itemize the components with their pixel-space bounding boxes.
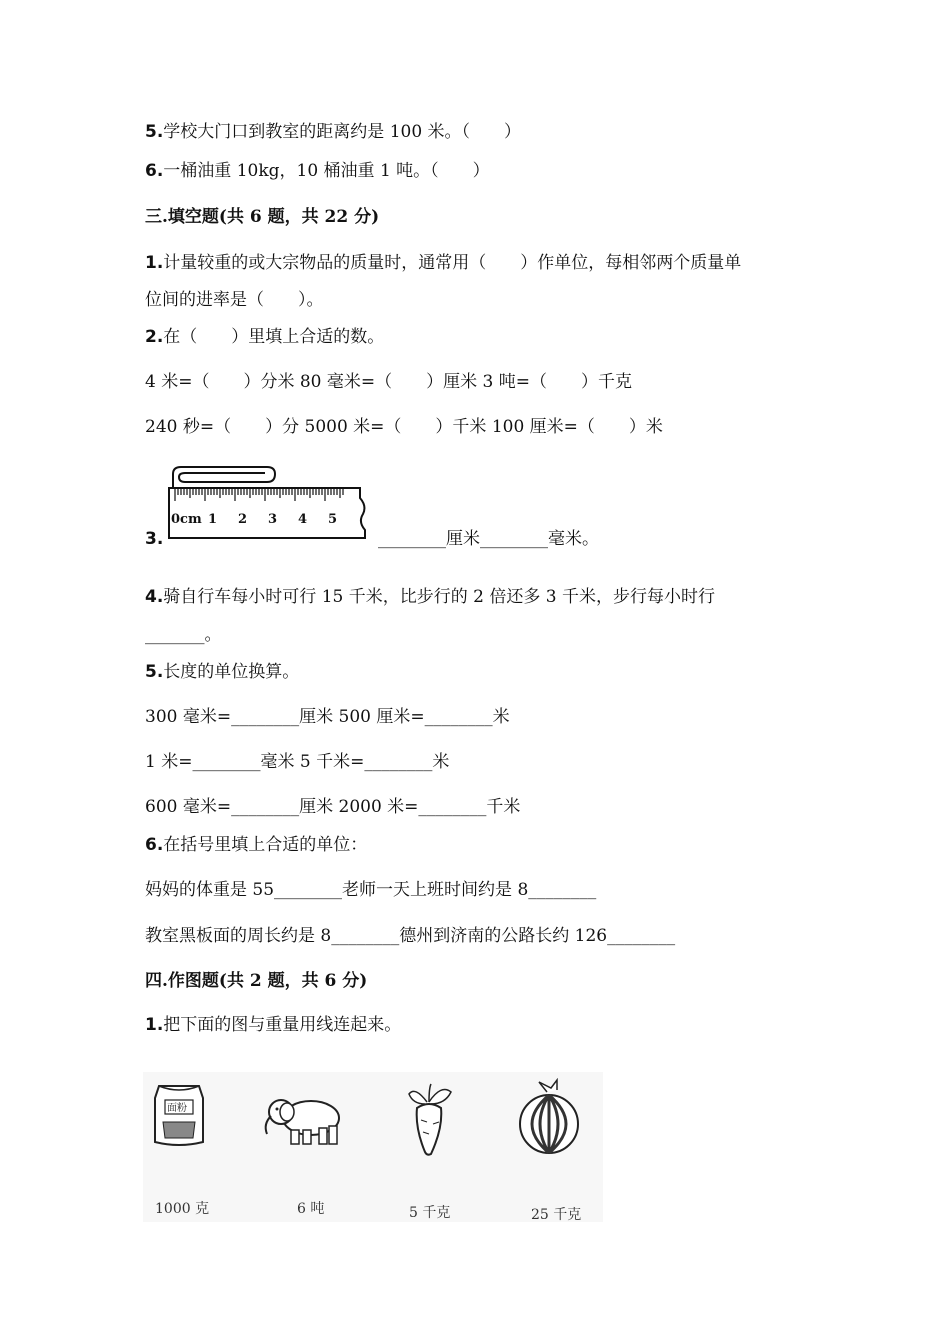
section-3-title: 三.填空题(共 6 题，共 22 分) [145,207,380,227]
section-4-title: 四.作图题(共 2 题，共 6 分) [145,971,368,991]
paper-clip-icon [173,467,275,488]
fill-q5-row3: 600 毫米=________厘米 2000 米=________千米 [145,797,521,817]
elephant-icon [261,1090,347,1150]
weight-label-1: 1000 克 [155,1201,210,1217]
fill-q4-line1: 4.骑自行车每小时可行 15 千米，比步行的 2 倍还多 3 千米，步行每小时行 [145,587,715,607]
ruler-label-2: 2 [238,512,248,527]
fill-q6-title: 6.在括号里填上合适的单位： [145,835,368,855]
fill-q3-answer: ________厘米________毫米。 [378,529,599,549]
ruler-label-5: 5 [328,512,338,527]
ruler-label-1: 1 [208,512,218,527]
fill-q2-row1: 4 米=（ ）分米 80 毫米=（ ）厘米 3 吨=（ ）千克 [145,372,633,392]
fill-q1-line1: 1.计量较重的或大宗物品的质量时，通常用（ ）作单位，每相邻两个质量单 [145,253,742,273]
draw-q1-title: 1.把下面的图与重量用线连起来。 [145,1015,402,1035]
ruler-figure [165,462,375,542]
matching-figure [143,1072,603,1222]
fill-q1-line2: 位间的进率是（ ）。 [145,290,324,310]
weight-label-4: 25 千克 [531,1207,582,1223]
judge-item-6: 6.一桶油重 10kg，10 桶油重 1 吨。（ ） [145,161,490,181]
weight-label-3: 5 千克 [409,1205,451,1221]
fill-q5-row1: 300 毫米=________厘米 500 厘米=________米 [145,707,510,727]
judge-item-5: 5.学校大门口到教室的距离约是 100 米。（ ） [145,122,522,142]
radish-icon [401,1080,457,1160]
ruler-label-4: 4 [298,512,308,527]
watermelon-icon [517,1078,583,1158]
flour-label: 面粉 [167,1103,187,1114]
fill-q6-row2: 教室黑板面的周长约是 8________德州到济南的公路长约 126________ [145,926,676,946]
fill-q6-row1: 妈妈的体重是 55________老师一天上班时间约是 8________ [145,880,597,900]
fill-q3-number: 3. [145,529,164,549]
fill-q5-title: 5.长度的单位换算。 [145,662,300,682]
fill-q5-row2: 1 米=________毫米 5 千米=________米 [145,752,450,772]
weight-label-2: 6 吨 [297,1201,325,1217]
flour-bag-icon [149,1078,209,1148]
ruler-label-0: 0cm [171,512,202,527]
fill-q2-title: 2.在（ ）里填上合适的数。 [145,327,385,347]
fill-q2-row2: 240 秒=（ ）分 5000 米=（ ）千米 100 厘米=（ ）米 [145,417,663,437]
ruler-label-3: 3 [268,512,278,527]
fill-q4-line2: _______。 [145,625,222,645]
